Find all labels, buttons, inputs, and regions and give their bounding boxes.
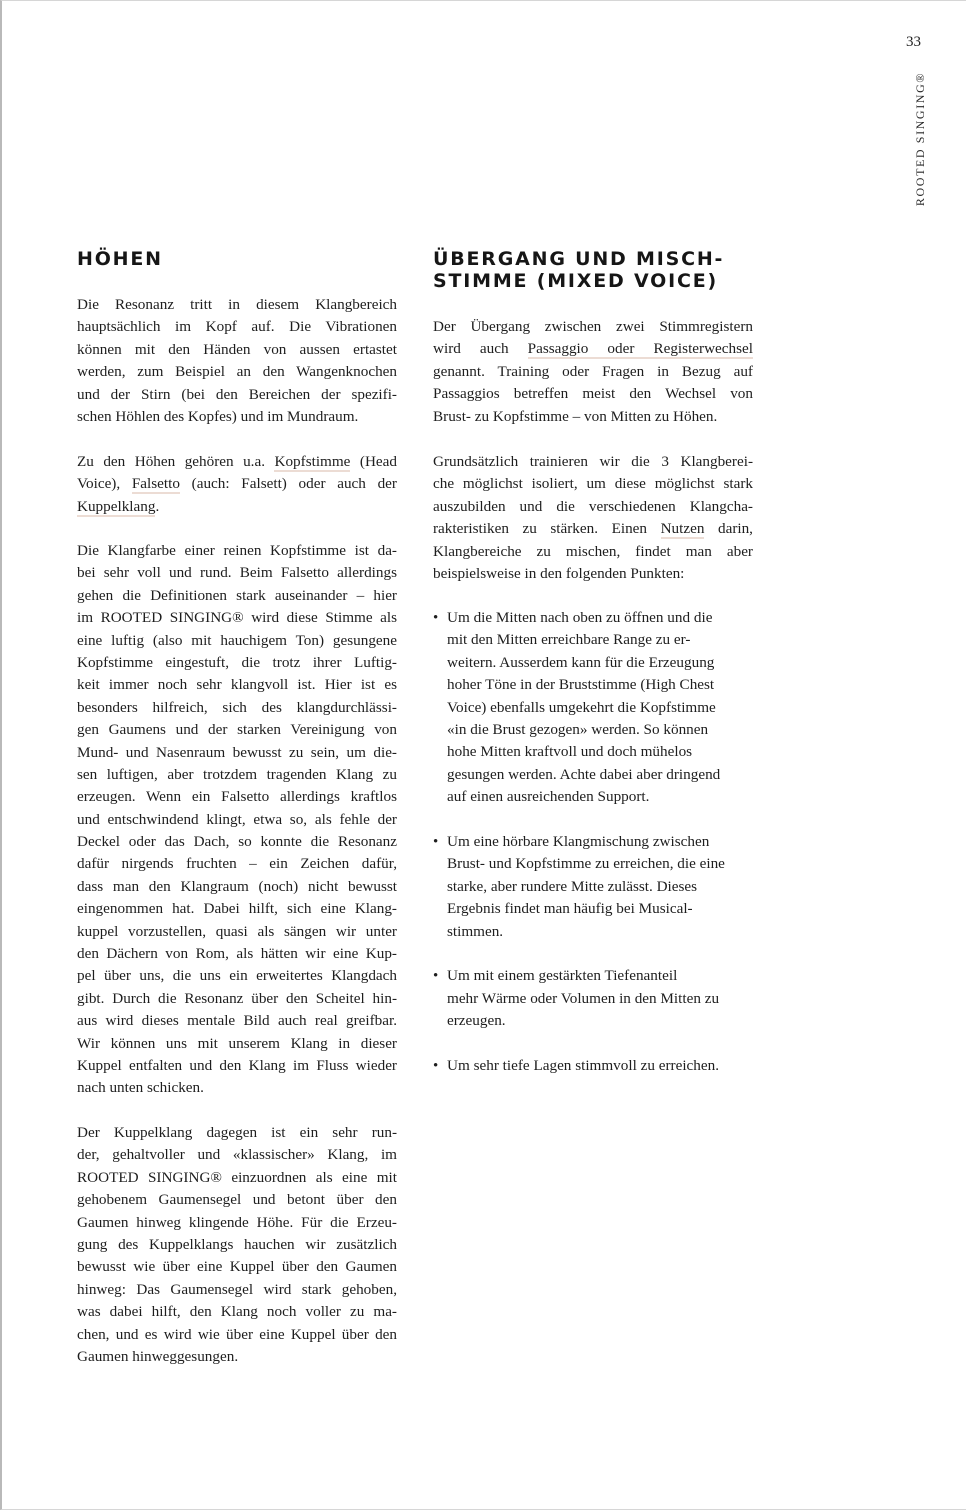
- text-line: nach unten schicken.: [77, 1079, 204, 1097]
- running-head: ROOTED SINGING®: [913, 71, 927, 207]
- text-line: gesungen werden. Achte dabei aber dringend: [447, 765, 721, 783]
- text-line: Kuppelklang.: [77, 497, 160, 515]
- text-line: mit den Mitten erreichbare Range zu er-: [447, 631, 691, 649]
- glossary-link-kopfstimme[interactable]: Kopfstimme: [274, 453, 351, 470]
- text-line: Der Kuppelklang dagegen ist ein sehr run-: [77, 1124, 397, 1141]
- text-line: und der Stirn (bei den Bereichen der spezifi-: [77, 385, 397, 403]
- text-line: mehr Wärme oder Volumen in den Mitten zu: [447, 989, 720, 1007]
- text-line: stimmen.: [447, 922, 504, 940]
- heading-line: STIMME (MIXED VOICE): [433, 270, 718, 292]
- text-line: genannt. Training oder Fragen in Bezug auf: [433, 362, 753, 380]
- text-line: bei sehr voll und rund. Beim Falsetto allerdings: [77, 564, 397, 582]
- text-line: Grundsätzlich trainieren wir die 3 Klangberei-: [433, 453, 753, 470]
- bullet-dot-icon: •: [433, 968, 439, 985]
- page-number: 33: [906, 34, 921, 50]
- section-heading-uebergang: [433, 248, 763, 292]
- text-line: auszubilden und die verschiedenen Klangcha-: [433, 497, 753, 515]
- text-line: starke, aber rundere Mitte zulässt. Dieses: [447, 877, 698, 895]
- text-line: sen luftigen, aber trotzdem tragenden Klang zu: [77, 765, 397, 783]
- bullet-text: [447, 607, 777, 809]
- text-line: pel über uns, die uns ein erweitertes Klangdach: [77, 967, 397, 985]
- text-line: eingenommen hat. Dabei hilft, sich eine Klang-: [77, 900, 397, 918]
- text-line: auf einen ausreichenden Support.: [447, 788, 650, 806]
- text-line: im ROOTED SINGING® wird diese Stimme als: [77, 609, 397, 627]
- text-line: werden, zum Beispiel an den Wangenknochen: [77, 363, 397, 381]
- glossary-link-falsetto[interactable]: Falsetto: [131, 475, 180, 493]
- bullet-text: [447, 831, 777, 943]
- text-line: hauptsächlich im Kopf auf. Die Vibrationen: [77, 318, 397, 336]
- paragraph-grundsaetzlich: [433, 451, 753, 585]
- paragraph-uebergang: [433, 316, 753, 428]
- text-line: keit immer noch sehr klangvoll ist. Hier ist es: [77, 676, 397, 694]
- text-line: gehobenem Gaumensegel und betont über den: [77, 1191, 397, 1209]
- text-line: Voice) ebenfalls umgekehrt die Kopfstimme: [447, 698, 716, 716]
- text-line: der, gehaltvoller und «klassischer» Klang, im: [77, 1146, 397, 1164]
- text-line: schen Höhlen des Kopfes) und im Mundraum.: [77, 407, 359, 425]
- heading-line: ÜBERGANG UND MISCH-: [433, 248, 725, 270]
- text-line: Deckel oder das Dach, so konnte die Resonanz: [77, 833, 397, 851]
- text-line: bewusst wie über eine Kuppel über den Gaumen: [77, 1258, 397, 1276]
- section-heading-hoehen: [77, 248, 407, 270]
- text-line: den Dächern von Rom, als hätten wir eine Kup-: [77, 945, 397, 963]
- text-line: che möglichst isoliert, um diese möglichst stark: [433, 475, 753, 493]
- text-line: erzeugen. Wenn ein Falsetto allerdings kraftlos: [77, 788, 397, 806]
- text-line: Brust- zu Kopfstimme – von Mitten zu Höhen.: [433, 407, 718, 425]
- glossary-link-kuppelklang[interactable]: Kuppelklang: [77, 497, 156, 515]
- heading-line: HÖHEN: [77, 248, 163, 270]
- bullet-dot-icon: •: [433, 834, 439, 850]
- text-line: Zu den Höhen gehören u.a. Kopfstimme (Head: [77, 453, 397, 470]
- text-line: rakteristiken zu stärken. Einen Nutzen darin,: [433, 520, 753, 538]
- paragraph-hoehen-types: [77, 451, 397, 518]
- text-line: «in die Brust gezogen» werden. So können: [447, 720, 709, 738]
- text-line: gen Gaumens und der starken Vereinigung von: [77, 721, 397, 739]
- text-line: Die Klangfarbe einer reinen Kopfstimme ist da-: [77, 542, 397, 559]
- text-line: Kopfstimme eingestuft, die trotz ihrer Luftig-: [77, 653, 397, 671]
- text-line: wird auch Passaggio oder Registerwechsel: [433, 340, 753, 358]
- paragraph-resonanz: [77, 294, 397, 428]
- bullet-text: [447, 1055, 777, 1077]
- text-line: Gaumen hinweg klingende Höhe. Für die Erzeu-: [77, 1213, 397, 1231]
- bullet-text: [447, 965, 777, 1032]
- text-line: aus wird dieses mentale Bild auch real greifbar.: [77, 1012, 397, 1030]
- text-line: Die Resonanz tritt in diesem Klangbereich: [77, 296, 397, 313]
- text-line: Kuppel entfalten und den Klang im Fluss wieder: [77, 1056, 397, 1074]
- text-line: besonders hilfreich, sich des klangdurchlässi-: [77, 698, 397, 716]
- text-line: Gaumen hinweggesungen.: [77, 1347, 239, 1365]
- text-line: chen, und es wird wie über eine Kuppel über den: [77, 1325, 397, 1343]
- text-line: gung des Kuppelklangs hauchen wir zusätzlich: [77, 1235, 397, 1253]
- text-line: Voice), Falsetto (auch: Falsett) oder auch der: [77, 475, 397, 493]
- text-line: und entschwindend klingt, etwa so, als fehle der: [77, 810, 397, 828]
- text-line: gehen die Definitionen stark auseinander – hier: [77, 586, 397, 604]
- text-line: Mund- und Nasenraum bewusst zu sein, um die-: [77, 743, 397, 761]
- text-line: Ergebnis findet man häufig bei Musical-: [447, 900, 693, 918]
- text-line: erzeugen.: [447, 1012, 506, 1030]
- text-line: Um sehr tiefe Lagen stimmvoll zu erreichen.: [447, 1057, 720, 1074]
- glossary-link-passaggio[interactable]: Passaggio oder Registerwechsel: [527, 340, 753, 358]
- text-line: Um die Mitten nach oben zu öffnen und die: [447, 609, 713, 626]
- text-line: hinweg: Das Gaumensegel wird stark gehoben,: [77, 1280, 397, 1298]
- text-line: gibt. Durch die Resonanz über den Scheitel hin-: [77, 989, 397, 1007]
- text-line: weitern. Ausserdem kann für die Erzeugung: [447, 653, 715, 671]
- text-line: Brust- und Kopfstimme zu erreichen, die eine: [447, 855, 725, 873]
- text-line: dafür nirgends fruchten – ein Zeichen dafür,: [77, 855, 397, 873]
- bullet-dot-icon: •: [433, 1058, 439, 1074]
- bullet-dot-icon: •: [433, 610, 439, 626]
- text-line: Wir können uns mit unserem Klang in dieser: [77, 1034, 397, 1052]
- text-line: dass man den Klangraum (noch) nicht bewusst: [77, 877, 397, 895]
- glossary-link-nutzen[interactable]: Nutzen: [660, 520, 705, 538]
- text-line: hoher Töne in der Bruststimme (High Chest: [447, 676, 715, 694]
- text-line: hohe Mitten kraftvoll und doch mühelos: [447, 743, 693, 761]
- text-line: können mit den Händen von aussen ertastet: [77, 340, 397, 358]
- text-line: Klangbereiche zu mischen, findet man aber: [433, 542, 753, 560]
- text-line: kuppel vorzustellen, quasi als sängen wir unter: [77, 922, 397, 940]
- text-line: beispielsweise in den folgenden Punkten:: [433, 564, 685, 582]
- text-line: Der Übergang zwischen zwei Stimmregistern: [433, 318, 753, 335]
- text-line: eine luftig (also mit hauchigem Ton) gesungene: [77, 631, 397, 649]
- paragraph-klangfarbe: [77, 540, 397, 1100]
- text-line: was dabei hilft, den Klang noch voller zu ma-: [77, 1303, 397, 1321]
- paragraph-kuppelklang: [77, 1122, 397, 1368]
- text-line: Um eine hörbare Klangmischung zwischen: [447, 833, 710, 850]
- text-line: Um mit einem gestärkten Tiefenanteil: [447, 967, 678, 985]
- text-line: Passaggios betreffen meist den Wechsel von: [433, 385, 753, 403]
- text-line: ROOTED SINGING® einzuordnen als eine mit: [77, 1168, 397, 1186]
